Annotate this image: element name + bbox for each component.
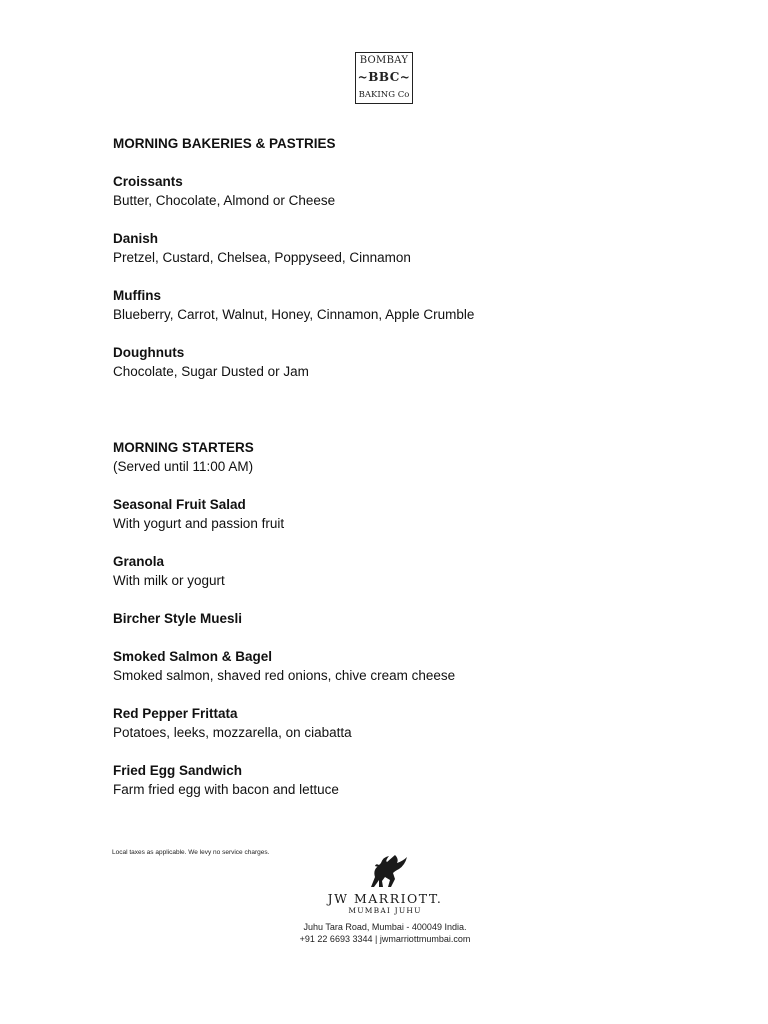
section-title: MORNING BAKERIES & PASTRIES [113,136,336,151]
hotel-brand-name: JW MARRIOTT. [327,891,443,906]
item-name: Danish [113,231,159,246]
menu-item [113,552,673,590]
section-spacer [113,381,673,438]
menu-item [113,609,673,628]
item-description: Farm fried egg with bacon and lettuce [113,782,339,797]
item-name: Muffins [113,288,161,303]
logo-line-1: BOMBAY [359,55,409,66]
item-name: Fried Egg Sandwich [113,763,243,778]
item-description: Pretzel, Custard, Chelsea, Poppyseed, Cinnamon [113,250,411,265]
item-name: Croissants [113,174,183,189]
menu-item [113,704,673,742]
item-description: With yogurt and passion fruit [113,516,285,531]
section-note: (Served until 11:00 AM) [113,459,254,474]
item-name: Red Pepper Frittata [113,706,238,721]
menu-item [113,647,673,685]
menu-item [113,761,673,799]
item-description: Smoked salmon, shaved red onions, chive cream cheese [113,668,456,683]
item-description: Chocolate, Sugar Dusted or Jam [113,364,309,379]
item-description: With milk or yogurt [113,573,225,588]
menu-section-starters [113,438,673,799]
griffin-emblem-icon [365,853,409,889]
item-description: Blueberry, Carrot, Walnut, Honey, Cinnamon, Apple Crumble [113,307,475,322]
item-name: Doughnuts [113,345,185,360]
logo-line-3: BAKING Co [358,90,410,100]
item-name: Bircher Style Muesli [113,611,243,626]
menu-item [113,343,673,381]
menu-item [113,172,673,210]
section-title: MORNING STARTERS [113,440,254,455]
hotel-address [270,921,500,945]
item-description: Potatoes, leeks, mozzarella, on ciabatta [113,725,352,740]
tax-note: Local taxes as applicable. We levy no service charges. [112,849,270,856]
item-name: Smoked Salmon & Bagel [113,649,273,664]
address-line: Juhu Tara Road, Mumbai - 400049 India. [303,922,467,932]
menu-item [113,286,673,324]
menu-content [113,134,673,799]
item-name: Seasonal Fruit Salad [113,497,246,512]
menu-item [113,495,673,533]
menu-item [113,229,673,267]
item-description: Butter, Chocolate, Almond or Cheese [113,193,336,208]
hotel-location: MUMBAI JUHU [348,906,422,915]
item-name: Granola [113,554,165,569]
contact-line: +91 22 6693 3344 | jwmarriottmumbai.com [299,934,471,944]
bombay-baking-company-logo [355,52,413,104]
menu-section-bakeries [113,134,673,381]
logo-line-2: ~BBC~ [357,70,411,84]
